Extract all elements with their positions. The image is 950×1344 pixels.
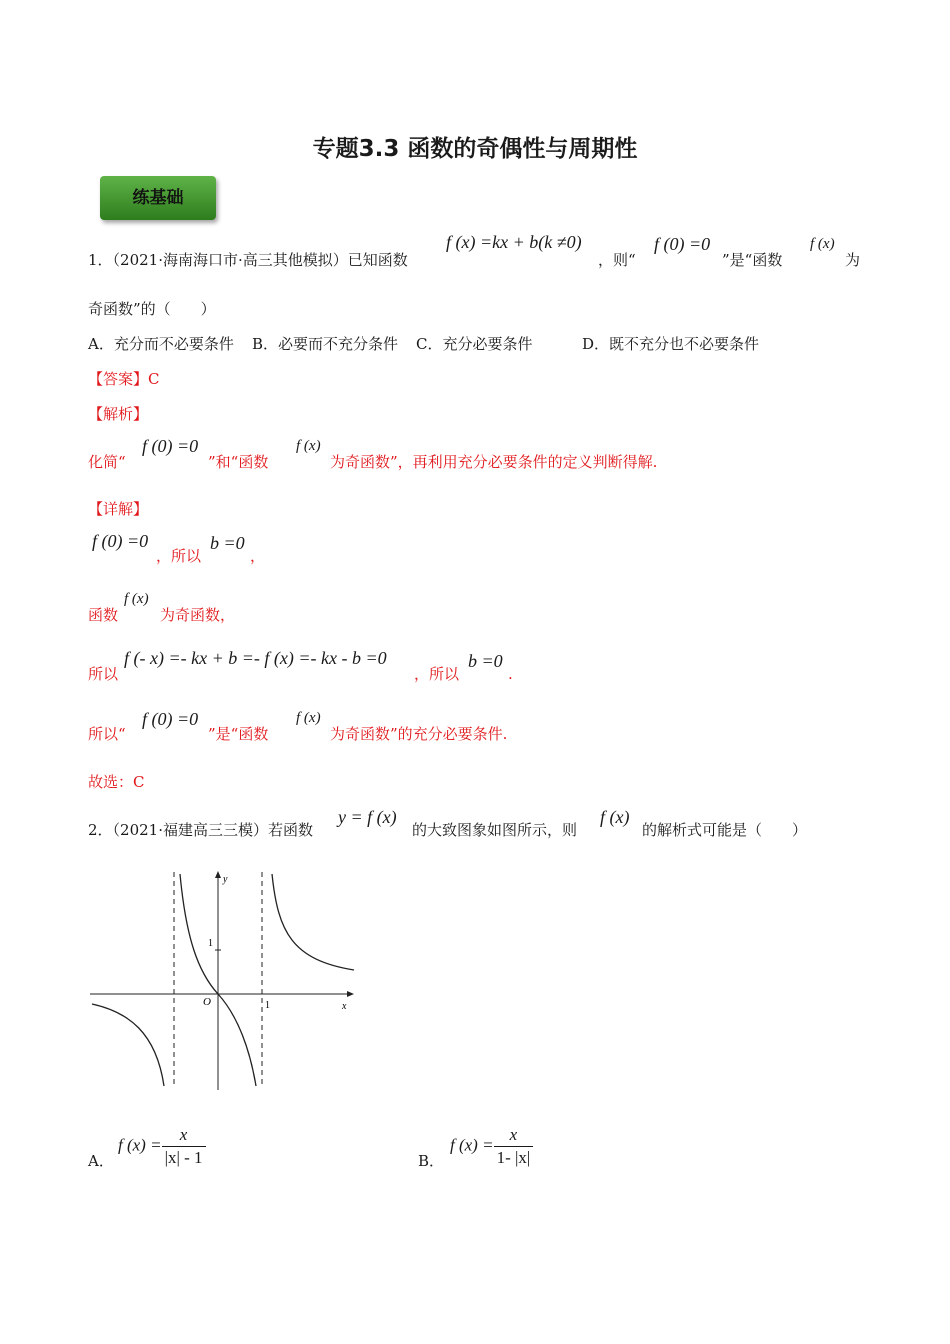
detail-1-math: f (0) =0 xyxy=(92,531,149,551)
detail-1-text: ，所以 xyxy=(156,547,202,565)
x-axis-label: x xyxy=(342,1001,347,1012)
q1-source: （2021·海南海口市·高三其他模拟）已知函数 xyxy=(112,251,408,269)
detail-4-fx: f (x) xyxy=(296,710,321,726)
y-axis-arrow-icon xyxy=(215,871,221,878)
analysis-label: 【解析】 xyxy=(88,405,149,423)
detail-2-post: 为奇函数， xyxy=(160,606,236,624)
q1-function: f (x) =kx + b(k ≠0) xyxy=(446,232,582,252)
q1-text-then: ，则“ xyxy=(598,251,636,269)
analysis-fx: f (x) xyxy=(296,438,321,454)
q2-yfx: y = f (x) xyxy=(338,807,397,827)
q2-option-a-fraction xyxy=(162,1124,206,1169)
analysis-text-3: 为奇函数”，再利用充分必要条件的定义判断得解. xyxy=(330,453,658,471)
q1-line2: 奇函数”的（ ） xyxy=(88,300,216,318)
q2-text-1: 的大致图象如图所示，则 xyxy=(412,821,578,839)
detail-label: 【详解】 xyxy=(88,500,149,518)
q2-text-2: 的解析式可能是（ ） xyxy=(642,821,808,839)
answer-value: C xyxy=(148,370,160,388)
q2-option-a xyxy=(118,1124,206,1169)
q1-option-b: B．必要而不充分条件 xyxy=(252,335,399,353)
analysis-text-2: ”和“函数 xyxy=(208,453,269,471)
q1-condition: f (0) =0 xyxy=(654,234,711,254)
q1-line1 xyxy=(88,250,408,270)
q2-option-a-denominator: |x| - 1 xyxy=(162,1146,206,1169)
analysis-text-1: 化简“ xyxy=(88,453,126,471)
y-axis-label: y xyxy=(223,874,228,885)
q1-option-c: C．充分必要条件 xyxy=(416,335,533,353)
answer-line xyxy=(88,369,160,389)
q2-fx: f (x) xyxy=(600,807,630,827)
answer-label: 【答案】 xyxy=(88,370,149,388)
q2-option-a-label: A． xyxy=(88,1152,114,1170)
function-graph xyxy=(88,868,360,1092)
q1-text-is: ”是“函数 xyxy=(722,251,783,269)
choose-answer: 故选：C xyxy=(88,773,145,791)
q1-text-wei: 为 xyxy=(845,251,861,269)
detail-3-b: b =0 xyxy=(468,651,503,671)
q2-source: （2021·福建高三三模）若函数 xyxy=(112,821,313,839)
q2-option-b-label: B． xyxy=(418,1152,445,1170)
q2-option-b xyxy=(450,1124,533,1169)
detail-2-pre: 函数 xyxy=(88,606,119,624)
origin-label: O xyxy=(203,996,211,1008)
q2-number: 2． xyxy=(88,821,113,839)
detail-4-pre: 所以“ xyxy=(88,725,126,743)
y-tick-label: 1 xyxy=(208,938,213,949)
detail-2-fx: f (x) xyxy=(124,591,149,607)
q2-option-b-numerator: x xyxy=(509,1125,518,1144)
q2-option-b-denominator: 1- |x| xyxy=(494,1146,534,1169)
detail-3-math: f (- x) =- kx + b =- f (x) =- kx - b =0 xyxy=(124,648,387,668)
page-title: 专题3.3 函数的奇偶性与周期性 xyxy=(312,136,638,162)
q1-fx: f (x) xyxy=(810,236,835,252)
detail-3-mid: ，所以 xyxy=(414,665,460,683)
curve-right-branch xyxy=(272,874,354,970)
q1-number: 1． xyxy=(88,251,113,269)
detail-1-b: b =0 xyxy=(210,533,245,553)
q1-option-d: D．既不充分也不必要条件 xyxy=(582,335,760,353)
detail-4-condition: f (0) =0 xyxy=(142,709,199,729)
curve-left-branch xyxy=(92,1004,164,1086)
q1-option-a: A．充分而不必要条件 xyxy=(88,335,234,353)
q2-option-a-numerator: x xyxy=(179,1125,188,1144)
x-tick-label: 1 xyxy=(265,1000,270,1011)
section-badge: 练基础 xyxy=(100,176,216,220)
q2-option-b-lhs: f (x) = xyxy=(450,1135,494,1155)
detail-3-pre: 所以 xyxy=(88,665,119,683)
detail-4-post: 为奇函数”的充分必要条件. xyxy=(330,725,508,743)
q2-option-a-lhs: f (x) = xyxy=(118,1135,162,1155)
q2-line1 xyxy=(88,820,313,840)
analysis-condition: f (0) =0 xyxy=(142,436,199,456)
detail-4-mid: ”是“函数 xyxy=(208,725,269,743)
detail-3-end: . xyxy=(508,665,513,683)
q2-option-b-fraction xyxy=(494,1124,534,1169)
x-axis-arrow-icon xyxy=(347,991,354,997)
detail-1-end: ， xyxy=(250,547,266,565)
